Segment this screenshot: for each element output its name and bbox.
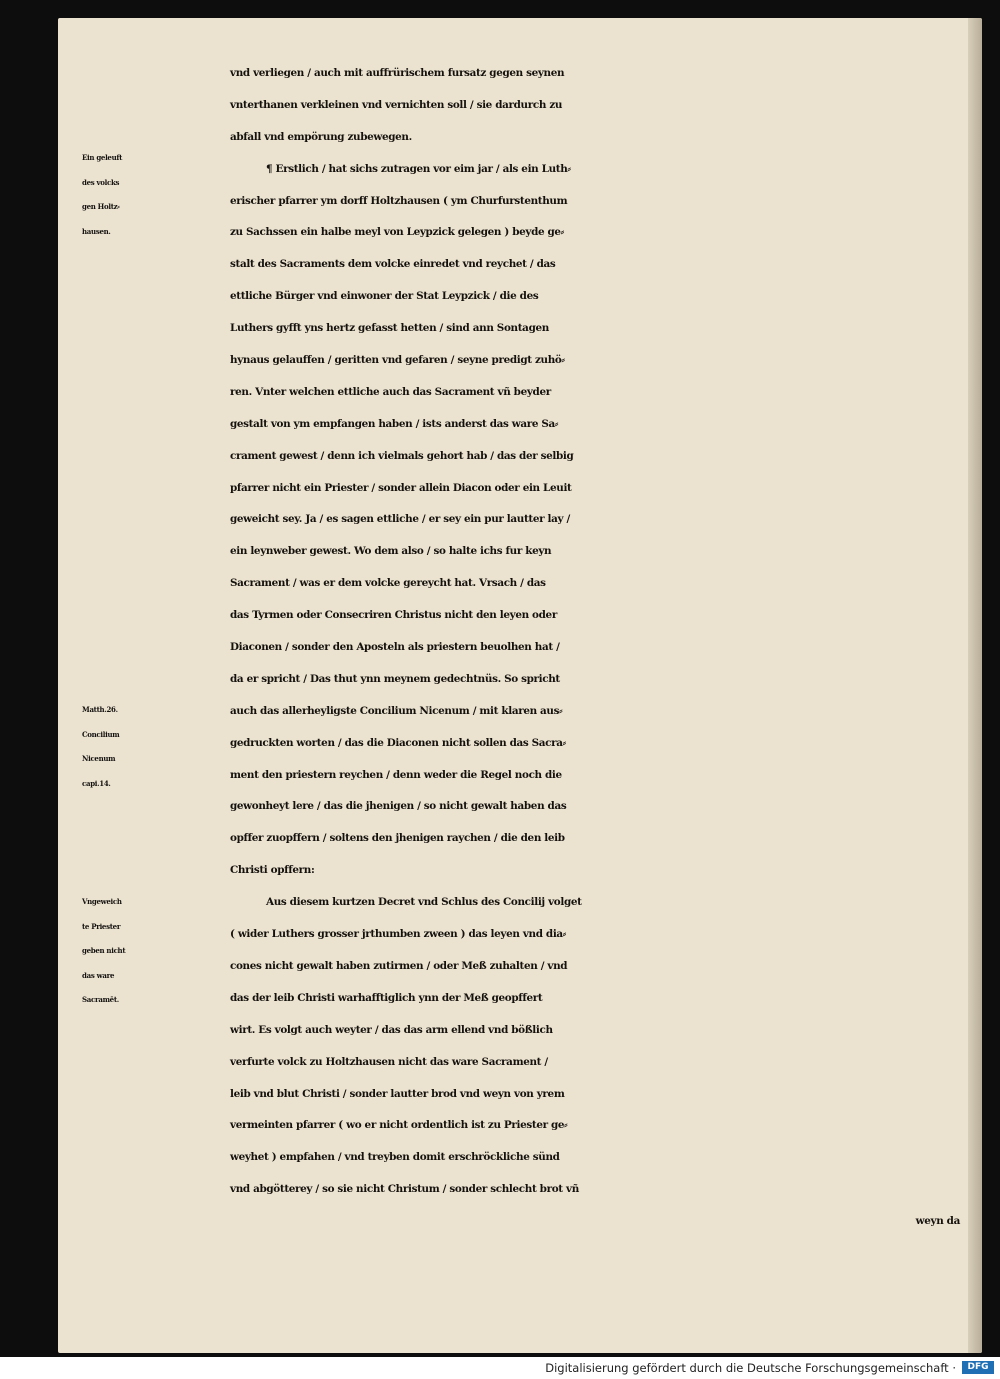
margin-note-line: Sacramēt.	[82, 995, 119, 1005]
margin-note-holtzhausen	[82, 146, 212, 244]
text-line: das Tyrmen oder Consecriren Christus nicht den leyen oder	[230, 609, 557, 622]
page-edge	[968, 18, 982, 1353]
text-line: vnd abgötterey / so sie nicht Christum / sonder schlecht brot vñ	[230, 1183, 579, 1196]
text-line: vnd verliegen / auch mit auffrürischem fursatz gegen seynen	[230, 67, 565, 79]
dfg-logo: DFG	[962, 1361, 994, 1374]
margin-note-line: te Priester	[82, 921, 121, 931]
margin-note-matth	[82, 698, 212, 796]
margin-note-line: Ein geleuft	[82, 153, 123, 162]
text-line: das der leib Christi warhafftiglich ynn der Meß geopffert	[230, 991, 543, 1004]
book-page	[58, 18, 982, 1353]
text-line: erischer pfarrer ym dorff Holtzhausen ( ym Churfurstenthum	[230, 194, 568, 207]
text-line: ( wider Luthers grosser jrthumben zween ) das leyen vnd dia⸗	[230, 928, 566, 941]
footer-bar	[0, 1357, 1000, 1379]
text-line: Aus diesem kurtzen Decret vnd Schlus des Concilij volget	[266, 896, 582, 909]
text-line: crament gewest / denn ich vielmals gehort hab / das der selbig	[230, 449, 574, 462]
text-line: ettliche Bürger vnd einwoner der Stat Leypzick / die des	[230, 290, 539, 303]
margin-note-line: geben nicht	[82, 946, 126, 956]
text-line: abfall vnd empörung zubewegen.	[230, 130, 412, 143]
text-line: Sacrament / was er dem volcke gereycht hat. Vrsach / das	[230, 577, 546, 590]
text-line: gedruckten worten / das die Diaconen nicht sollen das Sacra⸗	[230, 736, 566, 749]
text-line: geweicht sey. Ja / es sagen ettliche / er sey ein pur lautter lay /	[230, 513, 570, 526]
funding-credit: Digitalisierung gefördert durch die Deutsche Forschungsgemeinschaft ·	[545, 1361, 956, 1375]
text-line: da er spricht / Das thut ynn meynem gedechtnüs. So spricht	[230, 672, 560, 685]
margin-note-line: Concilium	[82, 729, 120, 739]
text-line: hynaus gelauffen / geritten vnd gefaren / seyne predigt zuhö⸗	[230, 354, 565, 367]
text-line: ein leynweber gewest. Wo dem also / so halte ichs fur keyn	[230, 545, 552, 558]
text-line: leib vnd blut Christi / sonder lautter brod vnd weyn von yrem	[230, 1087, 565, 1100]
margin-note-line: Nicenum	[82, 754, 116, 764]
text-line: vermeinten pfarrer ( wo er nicht ordentlich ist zu Priester ge⸗	[230, 1119, 568, 1132]
text-line: auch das allerheyligste Concilium Nicenum / mit klaren aus⸗	[230, 704, 563, 717]
margin-note-line: hausen.	[82, 226, 111, 236]
catchword: weyn da	[915, 1215, 960, 1228]
margin-note-line: capi.14.	[82, 778, 111, 788]
margin-note-priester	[82, 890, 212, 1013]
text-line: ment den priestern reychen / denn weder die Regel noch die	[230, 768, 562, 781]
text-line: pfarrer nicht ein Priester / sonder allein Diacon oder ein Leuit	[230, 481, 572, 494]
text-line: vnterthanen verkleinen vnd vernichten soll / sie dardurch zu	[230, 98, 563, 111]
text-line: zu Sachssen ein halbe meyl von Leypzick gelegen ) beyde ge⸗	[230, 226, 564, 239]
text-line: Diaconen / sonder den Aposteln als priestern beuolhen hat /	[230, 641, 560, 654]
margin-note-line: gen Holtz⸗	[82, 202, 120, 212]
text-line: Luthers gyfft yns hertz gefasst hetten / sind ann Sontagen	[230, 322, 549, 335]
text-line: Christi opffern:	[230, 864, 315, 877]
margin-note-line: Vngeweich	[82, 897, 122, 906]
text-line: gestalt von ym empfangen haben / ists anderst das ware Sa⸗	[230, 417, 559, 430]
margin-note-line: des volcks	[82, 177, 120, 187]
body-text	[230, 58, 970, 1238]
margin-note-line: Matth.26.	[82, 705, 118, 714]
text-line: verfurte volck zu Holtzhausen nicht das ware Sacrament /	[230, 1055, 548, 1068]
text-line: wirt. Es volgt auch weyter / das das arm ellend vnd bößlich	[230, 1023, 553, 1036]
text-line: cones nicht gewalt haben zutirmen / oder Meß zuhalten / vnd	[230, 959, 568, 972]
text-line: ren. Vnter welchen ettliche auch das Sacrament vñ beyder	[230, 385, 551, 398]
text-line: ¶ Erstlich / hat sichs zutragen vor eim jar / als ein Luth⸗	[266, 162, 571, 175]
text-line: weyhet ) empfahen / vnd treyben domit erschröckliche sünd	[230, 1151, 560, 1164]
text-line: gewonheyt lere / das die jhenigen / so nicht gewalt haben das	[230, 800, 567, 813]
margin-note-line: das ware	[82, 970, 115, 980]
text-line: opffer zuopffern / soltens den jhenigen raychen / die den leib	[230, 832, 565, 845]
text-line: stalt des Sacraments dem volcke einredet vnd reychet / das	[230, 258, 556, 271]
